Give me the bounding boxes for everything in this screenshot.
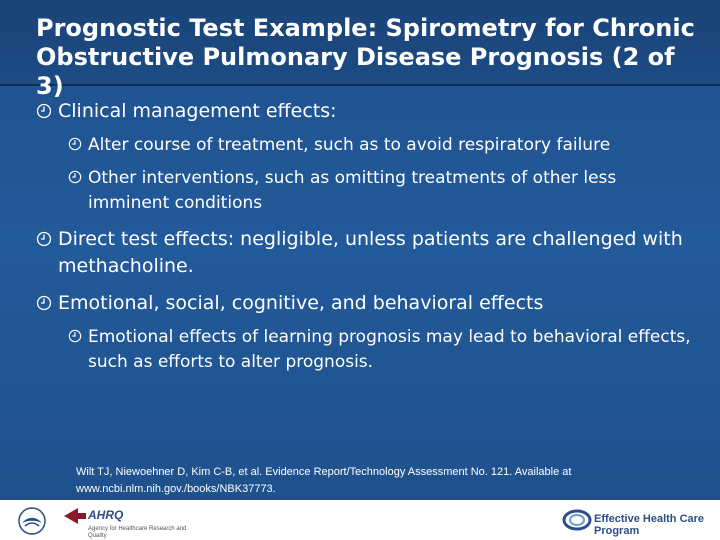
bullet-clinical-management: [36, 98, 696, 125]
sub-bullet-learning-prognosis: [68, 325, 696, 375]
clock-icon: [36, 231, 52, 247]
bullet-text: Emotional, social, cognitive, and behavioral effects: [58, 292, 544, 314]
clock-icon: [36, 103, 52, 119]
ahrq-label: AHRQ: [88, 508, 124, 522]
title-bar: [0, 0, 720, 100]
sub-bullet-text: Alter course of treatment, such as to avoid respiratory failure: [88, 135, 611, 155]
ahrq-arrow-icon: [64, 508, 86, 524]
clock-icon: [68, 170, 82, 184]
bullet-emotional-effects: [36, 290, 696, 317]
sub-bullet-other-interventions: [68, 166, 696, 216]
footer: [0, 500, 720, 540]
ahrq-logo: [64, 508, 124, 528]
sub-bullet-text: Other interventions, such as omitting treatments of other less imminent conditions: [88, 168, 617, 213]
bullet-text: Direct test effects: negligible, unless patients are challenged with methacholine.: [58, 228, 683, 277]
sub-bullet-text: Emotional effects of learning prognosis may lead to behavioral effects, such as efforts to alter prognosis.: [88, 327, 691, 372]
bullet-direct-test-effects: [36, 226, 696, 280]
sub-bullet-alter-course: [68, 133, 696, 158]
slide-content: [36, 92, 696, 375]
clock-icon: [36, 295, 52, 311]
clock-icon: [68, 137, 82, 151]
citation: Wilt TJ, Niewoehner D, Kim C-B, et al. Evidence Report/Technology Assessment No. 121. Available at www.ncbi.nlm.nih.gov./books/NBK37773.: [76, 466, 572, 495]
ahrq-tagline: Agency for Healthcare Research and Quality: [88, 526, 187, 539]
ehc-swirl-icon: [562, 508, 592, 532]
bullet-text: Clinical management effects:: [58, 100, 337, 122]
slide-title: Prognostic Test Example: Spirometry for Chronic Obstructive Pulmonary Disease Prognosis (2 of 3): [36, 14, 695, 100]
clock-icon: [68, 329, 82, 343]
program-label: Effective Health Care Program: [594, 513, 705, 537]
hhs-eagle-icon: [10, 506, 54, 536]
